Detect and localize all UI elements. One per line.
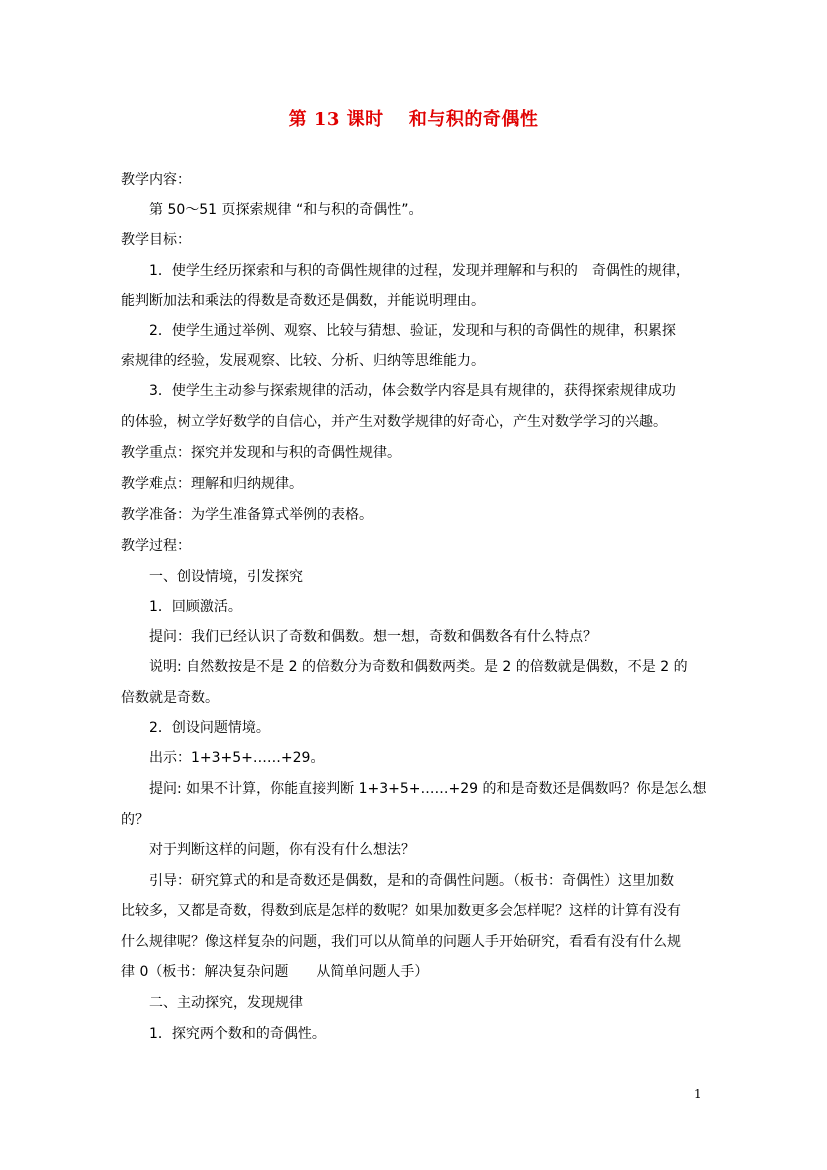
paragraph-line: 索规律的经验，发展观察、比较、分析、归纳等思维能力。 [121,353,485,369]
paragraph-line: 的体验，树立学好数学的自信心，并产生对数学规律的好奇心，产生对数学学习的兴趣。 [121,414,667,430]
paragraph-line: 2．使学生通过举例、观察、比较与猜想、验证，发现和与积的奇偶性的规律，积累探 [149,323,676,339]
paragraph-line: 说明: 自然数按是不是 2 的倍数分为奇数和偶数两类。是 2 的倍数就是偶数，不是 2 的 [149,659,688,675]
paragraph-line: 提问：我们已经认识了奇数和偶数。想一想，奇数和偶数各有什么特点？ [149,629,597,645]
heading-teaching-goals: 教学目标： [121,232,191,248]
paragraph-line: 第 50～51 页探索规律 “和与积的奇偶性”。 [149,202,423,218]
paragraph-line: 提问: 如果不计算，你能直接判断 1+3+5+……+29 的和是奇数还是偶数吗？你是怎么想 [149,781,707,797]
paragraph-line: 律 0（板书：解决复杂问题 从简单问题人手） [121,964,429,980]
key-point-line: 教学重点：探究并发现和与积的奇偶性规律。 [121,445,401,461]
paragraph-line: 1．探究两个数和的奇偶性。 [149,1026,326,1042]
paragraph-line: 什么规律呢？像这样复杂的问题，我们可以从简单的问题人手开始研究，看看有没有什么规 [121,934,681,950]
paragraph-line: 能判断加法和乘法的得数是奇数还是偶数，并能说明理由。 [121,293,485,309]
paragraph-line: 1．回顾激活。 [149,599,242,615]
heading-teaching-process: 教学过程： [121,538,191,554]
paragraph-line: 3．使学生主动参与探索规律的活动，体会数学内容是具有规律的，获得探索规律成功 [149,383,676,399]
page-number: 1 [694,1087,702,1101]
paragraph-line: 引导：研究算式的和是奇数还是偶数，是和的奇偶性问题。（板书：奇偶性）这里加数 [149,873,674,889]
preparation-line: 教学准备：为学生准备算式举例的表格。 [121,507,373,523]
lesson-title: 第 13 课时 和与积的奇偶性 [288,109,539,130]
paragraph-line: 倍数就是奇数。 [121,690,219,706]
section-heading: 二、主动探究，发现规律 [149,995,303,1011]
paragraph-line: 1．使学生经历探索和与积的奇偶性规律的过程，发现并理解和与积的 奇偶性的规律， [149,263,690,279]
difficulty-line: 教学难点：理解和归纳规律。 [121,476,303,492]
paragraph-line: 出示：1+3+5+……+29。 [149,750,325,766]
paragraph-line: 的？ [121,812,149,828]
heading-teaching-content: 教学内容： [121,172,191,188]
paragraph-line: 对于判断这样的问题，你有没有什么想法？ [149,842,415,858]
section-heading: 一、创设情境，引发探究 [149,569,303,585]
paragraph-line: 比较多，又都是奇数，得数到底是怎样的数呢？如果加数更多会怎样呢？这样的计算有没有 [121,903,681,919]
paragraph-line: 2．创设问题情境。 [149,720,270,736]
